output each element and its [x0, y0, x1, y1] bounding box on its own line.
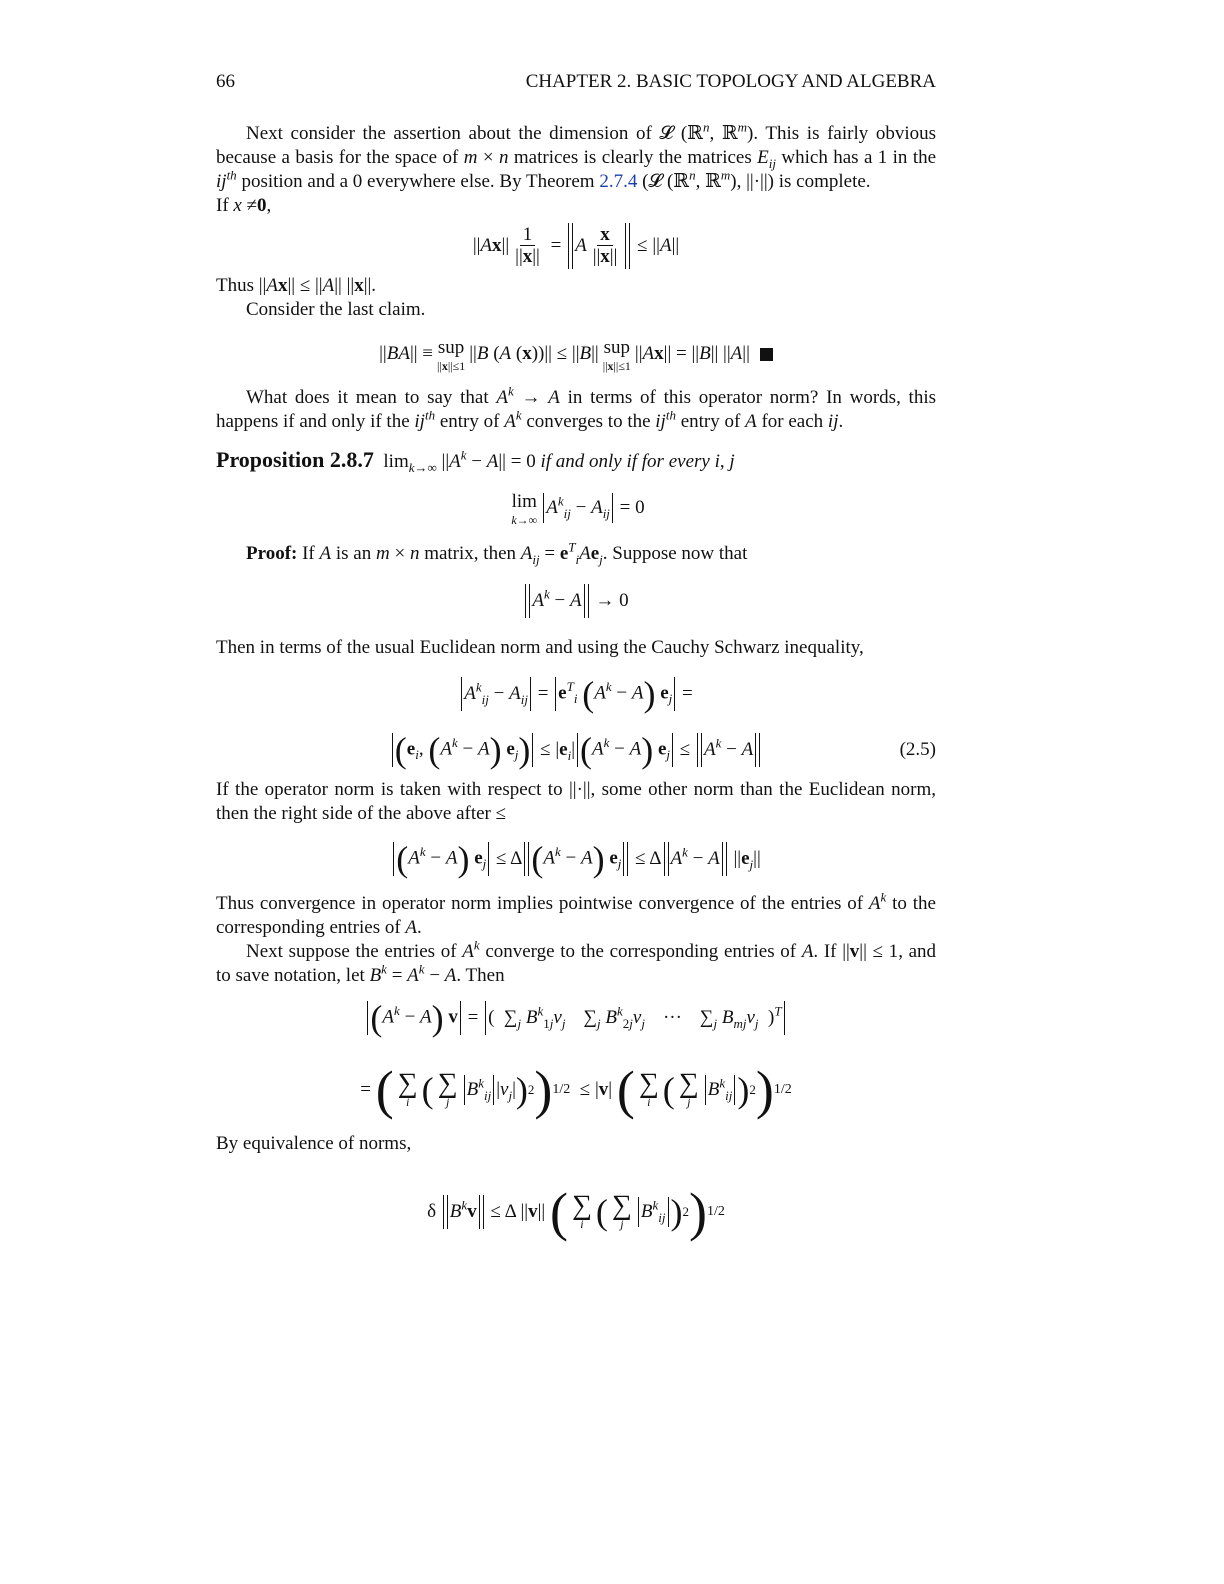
equation-entry-limit: lim k→∞ $A^k_{ij} - A_{ij}$ = 0 — [511, 491, 645, 527]
paragraph-pointwise: Thus convergence in operator norm implies pointwise convergence of the entries of $A^k$ to the corresponding entries of A. — [216, 889, 936, 938]
paragraph-last-claim: Consider the last claim. — [246, 299, 426, 320]
equation-entry-bound-1: $A^k_{ij} - A_{ij}$ = $e^T_i$ $(A^k - A)$ $e_j$ = — [216, 666, 936, 722]
proposition: Proposition 2.8.7 $\lim_{k\to\infty} ||A^k - A|| = 0$ if and only if for every i, j — [216, 447, 735, 475]
paragraph-dimension: Next consider the assertion about the dimension of 𝓛 (ℝ$^n$, ℝ$^m$). This is fairly obvious because a basis for the space of m × n matrices is clearly the matrices $E_{ij}$ which has a 1 in the $ij^{th}$ position and a 0 everywhere else. By Theorem 2.7.4 (𝓛 (ℝ$^n$, ℝ$^m$), ||·||) is complete. — [216, 119, 937, 192]
page — [216, 70, 936, 1260]
theorem-link[interactable]: 2.7.4 — [599, 171, 638, 192]
proposition-label: Proposition 2.8.7 — [216, 447, 374, 472]
equation-delta-bound: $(A^k - A)$ $e_j$ ≤ Δ $(A^k - A)$ $e_j$ ≤ Δ $A^k - A$ $||e_j||$ — [216, 826, 936, 892]
equation-norm-ratio: ||Ax|| $\frac{1}{||x||}$ = A $\frac{x}{||x||}$ ≤ ||A|| — [216, 218, 936, 274]
paragraph-if: If x ≠0, — [216, 195, 272, 216]
paragraph-operator-convergence: What does it mean to say that $A^k \to A$ in terms of this operator norm? In words, this happens if and only if the $ij^{th}$ entry of $A^k$ converges to the $ij^{th}$ entry of A for each ij. — [216, 383, 937, 432]
running-header — [216, 70, 936, 94]
paragraph-equivalence: By equivalence of norms, — [216, 1133, 412, 1154]
equation-entry-bound-2: ($e_i$, $(A^k - A)$ $e_j$) ≤ $|e_i|$ $(A^k - A)$ $e_j$ ≤ $A^k - A$ (2.5) — [216, 722, 936, 778]
qed-square — [760, 348, 773, 361]
page-number: 66 — [216, 71, 235, 92]
equation-product-norm: ||BA|| ≡ sup ||x||≤1 ||B (A (x))|| ≤ ||B|| sup ||x||≤1 ||Ax|| = ||B|| ||A|| — [216, 322, 936, 386]
proof-intro: Proof: If A is an m × n matrix, then $A_{ij} = e^T_iAe_j$. Suppose now that — [246, 539, 748, 567]
equation-vector-form: $(A^k - A)$ v = ( $\sum_j$ $B^k_{1j}v_j$ $\sum_j$ $B^k_{2j}v_j$ ··· $\sum_j$ $B_{mj}v_j$ )$^T$ — [216, 988, 936, 1048]
paragraph-converse: Next suppose the entries of $A^k$ converge to the corresponding entries of A. If ||v|| ≤ 1, and to save notation, let $B^k = A^k - A$. Then — [216, 937, 937, 986]
equation-norm-to-zero: $A^k - A$ → 0 — [216, 566, 936, 636]
chapter-title: CHAPTER 2. BASIC TOPOLOGY AND ALGEBRA — [525, 71, 936, 92]
paragraph-euclidean: Then in terms of the usual Euclidean norm and using the Cauchy Schwarz inequality, — [216, 637, 864, 658]
paragraph-other-norm: If the operator norm is taken with respect to ||·||, some other norm than the Euclidean norm, then the right side of the above after ≤ — [216, 779, 936, 824]
equation-sum-bound: = ( ∑ i ( ∑ j $B^k_{ij}$ $|v_j|$ ) 2 ) 1/2 ≤ |v| ( ∑ i ( ∑ j $B^k_{ij}$ ) 2 ) 1/2 — [360, 1060, 792, 1120]
equation-equivalence: δ $B^kv$ ≤ Δ ||v|| ( ∑ i ( ∑ j $B^k_{ij}$ ) 2 ) 1/2 — [427, 1182, 725, 1242]
paragraph-thus: Thus ||Ax|| ≤ ||A|| ||x||. — [216, 275, 377, 296]
equation-number: (2.5) — [899, 739, 936, 760]
